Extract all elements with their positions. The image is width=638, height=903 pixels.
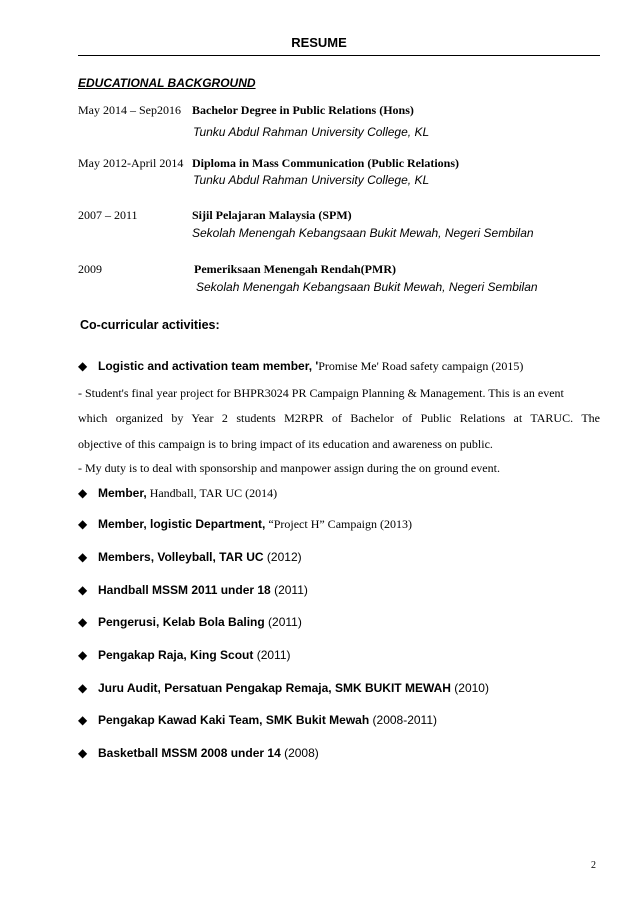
bullet-icon: ◆ [78, 615, 88, 629]
description-line: - My duty is to deal with sponsorship and manpower assign during the on ground event. [78, 461, 500, 475]
description-line: which organized by Year 2 students M2RPR of Bachelor of Public Relations at TARUC. The [78, 411, 600, 425]
bullet-icon: ◆ [78, 681, 88, 695]
list-item: ◆ Members, Volleyball, TAR UC (2012) [78, 550, 302, 564]
bullet-icon: ◆ [78, 486, 88, 500]
education-institution: Sekolah Menengah Kebangsaan Bukit Mewah, Negeri Sembilan [196, 280, 538, 294]
title-divider [78, 55, 600, 56]
education-heading: EDUCATIONAL BACKGROUND [78, 76, 256, 90]
education-institution: Tunku Abdul Rahman University College, KL [193, 125, 430, 139]
education-institution: Sekolah Menengah Kebangsaan Bukit Mewah, Negeri Sembilan [192, 226, 534, 240]
list-item: ◆ Juru Audit, Persatuan Pengakap Remaja, SMK BUKIT MEWAH (2010) [78, 681, 489, 695]
bullet-icon: ◆ [78, 517, 88, 531]
education-date: 2007 – 2011 [78, 208, 138, 222]
education-degree: Pemeriksaan Menengah Rendah(PMR) [194, 262, 396, 276]
bullet-icon: ◆ [78, 713, 88, 727]
education-date: May 2012-April 2014 [78, 156, 184, 170]
list-item: ◆ Handball MSSM 2011 under 18 (2011) [78, 583, 308, 597]
bullet-icon: ◆ [78, 746, 88, 760]
list-item: ◆ Pengakap Kawad Kaki Team, SMK Bukit Mewah (2008-2011) [78, 713, 438, 727]
description-line: - Student's final year project for BHPR3024 PR Campaign Planning & Management. This is an event [78, 386, 564, 400]
education-institution: Tunku Abdul Rahman University College, KL [193, 173, 430, 187]
cocurricular-heading: Co-curricular activities: [80, 318, 220, 332]
education-degree: Diploma in Mass Communication (Public Relations) [192, 156, 460, 170]
page-number: 2 [591, 860, 596, 871]
bullet-icon: ◆ [78, 648, 88, 662]
education-date: May 2014 – Sep2016 [78, 103, 181, 117]
list-item: ◆ Logistic and activation team member, 'Promise Me' Road safety campaign (2015) [78, 359, 524, 373]
list-item: ◆ Member, logistic Department, “Project H” Campaign (2013) [78, 517, 412, 531]
bullet-icon: ◆ [78, 550, 88, 564]
education-date: 2009 [78, 262, 102, 276]
bullet-icon: ◆ [78, 583, 88, 597]
education-degree: Bachelor Degree in Public Relations (Hons) [192, 103, 414, 117]
list-item: ◆ Pengerusi, Kelab Bola Baling (2011) [78, 615, 302, 629]
list-item: ◆ Basketball MSSM 2008 under 14 (2008) [78, 746, 319, 760]
description-line: objective of this campaign is to bring impact of its education and awareness on public. [78, 437, 493, 451]
list-item: ◆ Member, Handball, TAR UC (2014) [78, 486, 278, 500]
list-item: ◆ Pengakap Raja, King Scout (2011) [78, 648, 291, 662]
education-degree: Sijil Pelajaran Malaysia (SPM) [192, 208, 352, 222]
bullet-icon: ◆ [78, 359, 88, 373]
page-title: RESUME [291, 35, 347, 50]
